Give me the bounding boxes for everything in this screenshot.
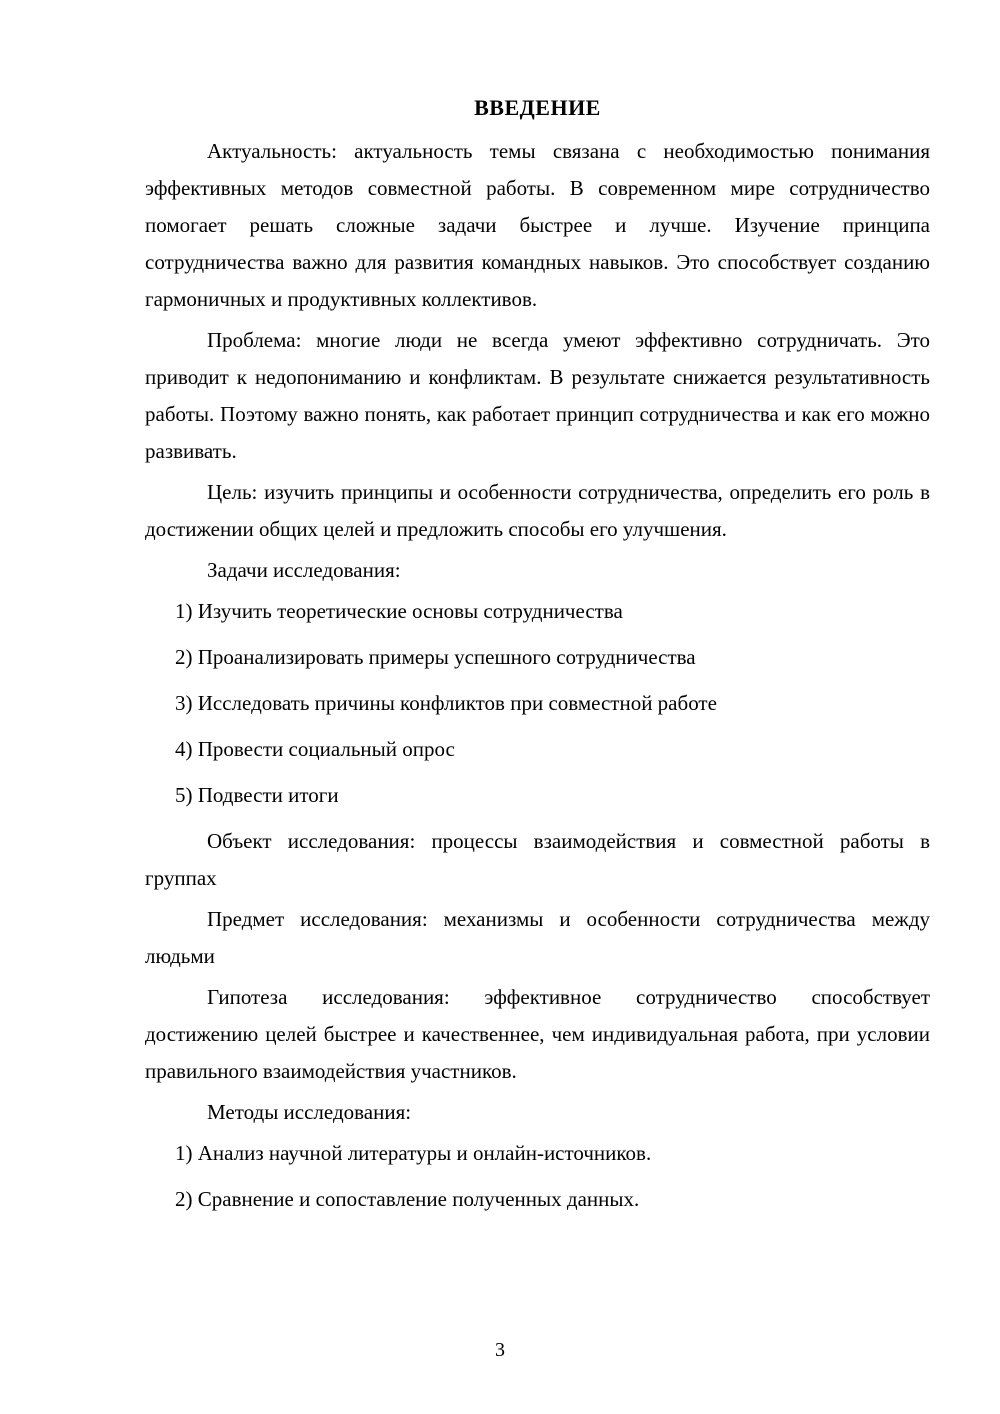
- paragraph-problem: Проблема: многие люди не всегда умеют эффективно сотрудничать. Это приводит к недопониманию и конфликтам. В результате снижается результативность работы. Поэтому важно понять, как работает принцип сотрудничества и как его можно развивать.: [145, 328, 930, 463]
- task-item: 5) Подвести итоги: [175, 783, 339, 807]
- paragraph-goal: Цель: изучить принципы и особенности сотрудничества, определить его роль в достижении общих целей и предложить способы его улучшения.: [145, 480, 930, 541]
- paragraph-relevance: Актуальность: актуальность темы связана с необходимостью понимания эффективных методов совместной работы. В современном мире сотрудничество помогает решать сложные задачи быстрее и лучше. Изучение принципа сотрудничества важно для развития командных навыков. Это способствует созданию гармоничных и продуктивных коллективов.: [145, 139, 930, 311]
- task-item: 3) Исследовать причины конфликтов при совместной работе: [175, 691, 717, 715]
- task-item: 2) Проанализировать примеры успешного сотрудничества: [175, 645, 696, 669]
- method-item: 1) Анализ научной литературы и онлайн-источников.: [175, 1141, 652, 1165]
- page-title: ВВЕДЕНИЕ: [474, 95, 601, 120]
- page-number: 3: [495, 1339, 505, 1361]
- paragraph-subject: Предмет исследования: механизмы и особенности сотрудничества между людьми: [145, 907, 930, 968]
- task-item: 4) Провести социальный опрос: [175, 737, 455, 761]
- paragraph-hypothesis: Гипотеза исследования: эффективное сотрудничество способствует достижению целей быстрее и качественнее, чем индивидуальная работа, при условии правильного взаимодействия участников.: [145, 985, 930, 1083]
- methods-heading: Методы исследования:: [207, 1100, 412, 1124]
- task-item: 1) Изучить теоретические основы сотрудничества: [175, 599, 623, 623]
- tasks-heading: Задачи исследования:: [207, 558, 401, 582]
- method-item: 2) Сравнение и сопоставление полученных данных.: [175, 1187, 640, 1211]
- paragraph-object: Объект исследования: процессы взаимодействия и совместной работы в группах: [145, 829, 930, 890]
